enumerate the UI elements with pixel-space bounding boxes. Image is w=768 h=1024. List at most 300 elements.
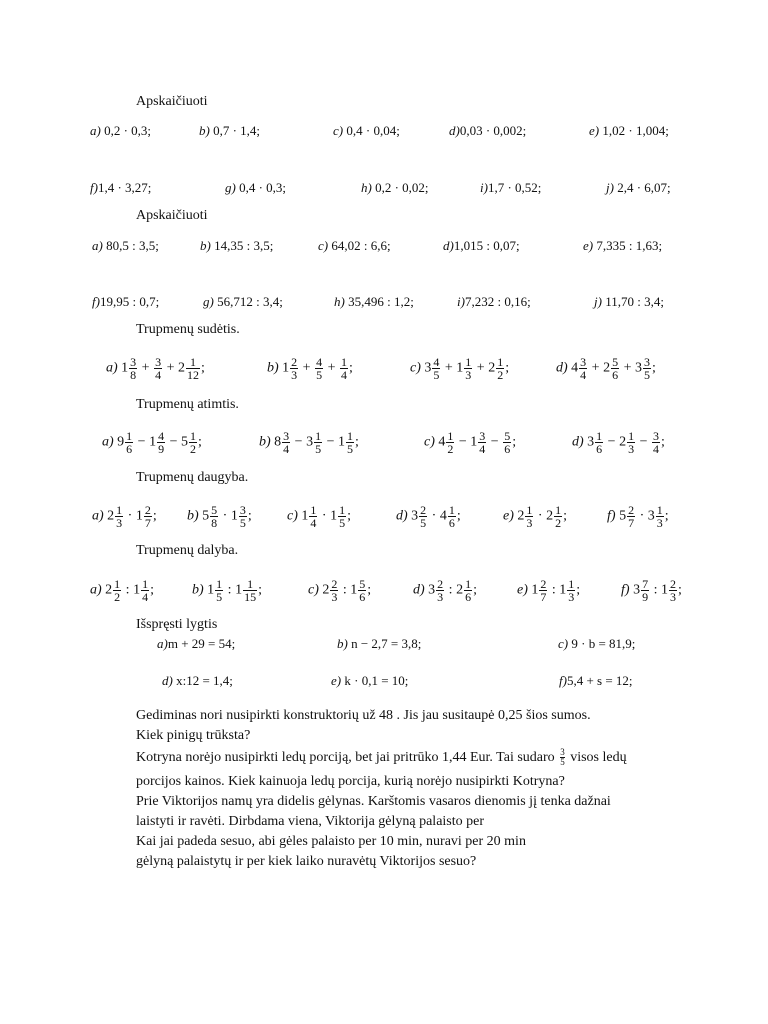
fraction — [330, 578, 338, 603]
fraction-numerator: 3 — [283, 429, 290, 443]
fraction — [239, 504, 247, 529]
mixed-whole: 5 — [619, 508, 627, 524]
mixed-whole: 5 — [180, 434, 188, 450]
item-expression: 0,2 · 0,02; — [371, 180, 429, 195]
fraction — [436, 578, 444, 603]
fraction-numerator: 1 — [339, 503, 346, 517]
fraction-denominator: 6 — [448, 516, 455, 530]
fraction — [346, 430, 354, 455]
mixed-whole: 2 — [546, 508, 554, 524]
terminator: ; — [664, 508, 669, 524]
terminator: ; — [197, 434, 202, 450]
mixed-whole: 2 — [517, 508, 525, 524]
fraction-numerator: 1 — [346, 429, 353, 443]
item-label: c) — [410, 360, 425, 376]
fraction — [358, 578, 366, 603]
mixed-whole: 1 — [559, 582, 567, 598]
fraction — [641, 578, 649, 603]
item-label: c) — [424, 434, 439, 450]
fraction — [656, 504, 664, 529]
terminator: ; — [348, 360, 353, 376]
fraction-numerator: 2 — [144, 503, 151, 517]
fraction — [186, 356, 200, 381]
problem-2-text-b: visos ledų — [570, 750, 627, 765]
item-label: e) — [503, 508, 518, 524]
fraction — [141, 578, 149, 603]
terminator: ; — [456, 508, 461, 524]
fraction-numerator: 1 — [189, 355, 196, 369]
item-expression: 2,4 · 6,07; — [613, 180, 671, 195]
decimal-product-item — [90, 123, 151, 139]
mixed-whole: 1 — [121, 360, 129, 376]
item-label: d) — [572, 434, 588, 450]
item-expression: 7,232 : 0,16; — [464, 294, 531, 309]
problem-3-line-2: laistyti ir ravėti. Dirbdama viena, Viktorija gėlyną palaisto per — [136, 814, 485, 829]
fraction-quotient-item — [308, 578, 371, 603]
item-label: c) — [318, 238, 329, 253]
fraction — [419, 504, 427, 529]
item-label: a) — [106, 360, 122, 376]
fraction-sum-item — [556, 356, 656, 381]
fraction-numerator: 2 — [291, 355, 298, 369]
item-expression: k · 0,1 = 10; — [341, 673, 409, 688]
item-label: b) — [187, 508, 203, 524]
fraction-difference-item — [572, 430, 665, 455]
fraction-numerator: 3 — [130, 355, 137, 369]
item-label: e) — [517, 582, 532, 598]
item-expression: 1,7 · 0,52; — [487, 180, 542, 195]
item-expression: 80,5 : 3,5; — [102, 238, 159, 253]
terminator: ; — [473, 582, 477, 598]
fraction-numerator: 1 — [465, 355, 472, 369]
section-heading-multiply: Apskaičiuoti — [136, 94, 208, 109]
fraction-numerator: 1 — [116, 503, 123, 517]
fraction — [627, 504, 635, 529]
fraction-denominator: 2 — [114, 590, 121, 604]
fraction — [189, 430, 197, 455]
item-label: c) — [308, 582, 323, 598]
item-label: f) — [621, 582, 634, 598]
mixed-whole: 1 — [660, 582, 668, 598]
fraction — [595, 430, 603, 455]
mixed-whole: 3 — [647, 508, 655, 524]
mixed-whole: 1 — [301, 508, 309, 524]
fraction-product-item — [287, 504, 351, 529]
fraction-numerator: 1 — [447, 429, 454, 443]
fraction-difference-item — [102, 430, 202, 455]
fraction — [448, 504, 456, 529]
fraction-numerator: 3 — [479, 429, 486, 443]
item-label: i) — [457, 294, 465, 309]
terminator: ; — [512, 434, 517, 450]
item-expression: 56,712 : 3,4; — [213, 294, 283, 309]
problem-3-line-4: gėlyną palaistytų ir per kiek laiko nuravėtų Viktorijos sesuo? — [136, 854, 477, 869]
fraction-denominator: 2 — [447, 442, 454, 456]
operator: − — [636, 434, 651, 450]
item-label: d) — [443, 238, 454, 253]
fraction-product-item — [607, 504, 669, 529]
fraction — [579, 356, 587, 381]
fraction-numerator: 5 — [504, 429, 511, 443]
problem-3-line-1: Prie Viktorijos namų yra didelis gėlynas. Karštomis vasaros dienomis jį tenka dažnai — [136, 794, 611, 809]
fraction-denominator: 3 — [116, 516, 123, 530]
operator: · — [219, 508, 231, 524]
mixed-whole: 4 — [439, 508, 447, 524]
fraction-denominator: 8 — [211, 516, 218, 530]
terminator: ; — [367, 582, 372, 598]
fraction-numerator: 5 — [211, 503, 218, 517]
item-label: c) — [558, 636, 569, 651]
fraction-denominator: 9 — [642, 590, 649, 604]
decimal-quotient-item — [457, 294, 531, 310]
fraction — [567, 578, 575, 603]
item-expression: 1,015 : 0,07; — [453, 238, 520, 253]
operator: − — [323, 434, 338, 450]
fraction-denominator: 15 — [244, 590, 257, 604]
operator: : — [650, 582, 661, 598]
fraction — [215, 578, 223, 603]
problem-2-text-a: Kotryna norėjo nusipirkti ledų porciją, bet jai pritrūko 1,44 Eur. Tai sudaro — [136, 750, 555, 765]
fraction-denominator: 2 — [555, 516, 562, 530]
operator: : — [548, 582, 560, 598]
fraction-numerator: 1 — [448, 503, 455, 517]
item-expression: 0,4 · 0,3; — [235, 180, 287, 195]
terminator: ; — [576, 582, 581, 598]
fraction-denominator: 6 — [596, 442, 603, 456]
operator: · — [534, 508, 547, 524]
fraction-numerator: 3 — [652, 429, 659, 443]
equation-item — [331, 673, 408, 689]
section-heading-equations: Išspręsti lygtis — [136, 617, 218, 632]
fraction-numerator: 1 — [465, 577, 472, 591]
fraction-numerator: 2 — [669, 577, 676, 591]
fraction — [478, 430, 486, 455]
mixed-whole: 4 — [571, 360, 579, 376]
fraction-denominator: 5 — [420, 516, 427, 530]
mixed-whole: 1 — [207, 582, 215, 598]
terminator: ; — [200, 360, 205, 376]
fraction-numerator: 1 — [315, 429, 322, 443]
fraction — [243, 578, 257, 603]
item-expression: 1,4 · 3,27; — [97, 180, 152, 195]
terminator: ; — [651, 360, 656, 376]
item-label: a) — [102, 434, 118, 450]
mixed-whole: 3 — [428, 582, 436, 598]
item-label: d) — [449, 123, 460, 138]
mixed-whole: 1 — [531, 582, 539, 598]
fraction-numerator: 1 — [114, 577, 121, 591]
fraction — [446, 430, 454, 455]
fraction-denominator: 5 — [315, 442, 322, 456]
fraction-denominator: 3 — [526, 516, 533, 530]
item-label: a) — [90, 123, 101, 138]
fraction-denominator: 3 — [568, 590, 575, 604]
item-expression: 0,7 · 1,4; — [209, 123, 261, 138]
item-label: e) — [583, 238, 594, 253]
operator: + — [138, 360, 154, 376]
item-label: d) — [396, 508, 412, 524]
fraction-denominator: 7 — [540, 590, 547, 604]
item-label: j) — [594, 294, 602, 309]
operator: − — [134, 434, 150, 450]
mixed-whole: 5 — [202, 508, 210, 524]
fraction — [340, 356, 348, 381]
fraction — [554, 504, 562, 529]
fraction-numerator: 5 — [359, 577, 366, 591]
item-expression: 11,70 : 3,4; — [601, 294, 664, 309]
fraction — [338, 504, 346, 529]
equation-item — [337, 636, 421, 652]
fraction-quotient-item — [517, 578, 580, 603]
mixed-whole: 1 — [235, 582, 243, 598]
mixed-whole: 3 — [411, 508, 419, 524]
item-label: f) — [607, 508, 620, 524]
item-expression: 0,03 · 0,002; — [459, 123, 527, 138]
fraction-numerator: 3 — [155, 355, 162, 369]
operator: − — [487, 434, 503, 450]
terminator: ; — [258, 582, 262, 598]
fraction-denominator: 6 — [359, 590, 366, 604]
fraction-quotient-item — [621, 578, 682, 603]
item-expression: 7,335 : 1,63; — [593, 238, 663, 253]
fraction-denominator: 4 — [283, 442, 290, 456]
equation-item — [559, 673, 633, 689]
mixed-whole: 3 — [306, 434, 314, 450]
mixed-whole: 1 — [149, 434, 157, 450]
fraction-denominator: 4 — [580, 368, 587, 382]
mixed-whole: 2 — [107, 508, 115, 524]
item-label: b) — [267, 360, 283, 376]
fraction — [315, 356, 323, 381]
decimal-product-item — [361, 180, 429, 196]
item-label: a) — [90, 582, 106, 598]
operator: · — [636, 508, 648, 524]
item-expression: 64,02 : 6,6; — [328, 238, 391, 253]
decimal-quotient-item — [443, 238, 520, 254]
decimal-quotient-item — [594, 294, 664, 310]
fraction — [611, 356, 619, 381]
decimal-product-item — [225, 180, 286, 196]
fraction — [144, 504, 152, 529]
item-label: c) — [287, 508, 302, 524]
terminator: ; — [247, 508, 252, 524]
terminator: ; — [677, 582, 682, 598]
fraction-denominator: 7 — [144, 516, 151, 530]
terminator: ; — [563, 508, 567, 524]
fraction-numerator: 7 — [642, 577, 649, 591]
equation-item — [558, 636, 635, 652]
item-expression: n − 2,7 = 3,8; — [347, 636, 422, 651]
item-label: h) — [361, 180, 372, 195]
fraction — [643, 356, 651, 381]
fraction-sum-item — [410, 356, 509, 381]
operator: · — [318, 508, 331, 524]
fraction-denominator: 6 — [465, 590, 472, 604]
operator: − — [455, 434, 471, 450]
fraction — [113, 578, 121, 603]
operator: : — [224, 582, 236, 598]
fraction-numerator: 2 — [628, 503, 635, 517]
fraction-denominator: 3 — [291, 368, 298, 382]
mixed-whole: 3 — [633, 582, 641, 598]
fraction-numerator: 1 — [656, 503, 663, 517]
fraction — [627, 430, 635, 455]
mixed-whole: 2 — [105, 582, 113, 598]
fraction-denominator: 5 — [643, 368, 650, 382]
item-label: a) — [92, 508, 108, 524]
fraction — [210, 504, 218, 529]
fraction-numerator: 2 — [420, 503, 427, 517]
mixed-whole: 2 — [456, 582, 464, 598]
fraction — [669, 578, 677, 603]
fraction-denominator: 3 — [656, 516, 663, 530]
fraction-numerator: 4 — [433, 355, 440, 369]
terminator: ; — [150, 582, 154, 598]
fraction — [290, 356, 298, 381]
mixed-whole: 3 — [424, 360, 432, 376]
fraction — [309, 504, 317, 529]
item-expression: 1,02 · 1,004; — [599, 123, 669, 138]
fraction-numerator: 2 — [540, 577, 547, 591]
mixed-whole: 1 — [337, 434, 345, 450]
operator: · — [124, 508, 136, 524]
section-heading-fraction-multiplication: Trupmenų daugyba. — [136, 470, 249, 485]
fraction-denominator: 4 — [310, 516, 317, 530]
item-label: b) — [259, 434, 275, 450]
fraction-denominator: 5 — [433, 368, 440, 382]
item-label: b) — [200, 238, 211, 253]
fraction — [314, 430, 322, 455]
fraction — [125, 430, 133, 455]
fraction — [525, 504, 533, 529]
fraction-denominator: 5 — [316, 368, 323, 382]
item-label: b) — [199, 123, 210, 138]
operator: : — [445, 582, 457, 598]
fraction-numerator: 1 — [247, 577, 254, 591]
fraction-numerator: 1 — [340, 355, 347, 369]
item-label: e) — [331, 673, 342, 688]
mixed-whole: 9 — [117, 434, 125, 450]
mixed-whole: 2 — [488, 360, 496, 376]
fraction — [496, 356, 504, 381]
item-label: d) — [556, 360, 572, 376]
fraction-denominator: 3 — [331, 590, 338, 604]
fraction-denominator: 4 — [652, 442, 659, 456]
section-heading-fraction-division: Trupmenų dalyba. — [136, 543, 239, 558]
decimal-quotient-item — [583, 238, 662, 254]
mixed-whole: 2 — [603, 360, 611, 376]
fraction-denominator: 6 — [126, 442, 133, 456]
operator: − — [291, 434, 307, 450]
section-heading-fraction-subtraction: Trupmenų atimtis. — [136, 397, 239, 412]
fraction — [464, 356, 472, 381]
decimal-product-item — [90, 180, 151, 196]
fraction-numerator: 2 — [331, 577, 338, 591]
fraction — [503, 430, 511, 455]
fraction — [282, 430, 290, 455]
operator: − — [604, 434, 620, 450]
problem-2-fraction — [560, 748, 565, 767]
fraction-denominator: 3 — [465, 368, 472, 382]
fraction-denominator: 3 — [437, 590, 444, 604]
item-label: g) — [225, 180, 236, 195]
fraction-product-item — [396, 504, 461, 529]
item-expression: 0,4 · 0,04; — [343, 123, 400, 138]
mixed-whole: 1 — [470, 434, 478, 450]
fraction-numerator: 1 — [596, 429, 603, 443]
fraction-numerator: 3 — [560, 747, 565, 758]
item-label: d) — [162, 673, 173, 688]
fraction-product-item — [503, 504, 567, 529]
fraction-numerator: 1 — [310, 503, 317, 517]
operator: + — [588, 360, 604, 376]
item-label: a) — [157, 636, 168, 651]
mixed-whole: 1 — [282, 360, 290, 376]
fraction-product-item — [187, 504, 252, 529]
item-expression: 9 · b = 81,9; — [568, 636, 636, 651]
mixed-whole: 3 — [587, 434, 595, 450]
mixed-whole: 1 — [350, 582, 358, 598]
decimal-quotient-item — [92, 294, 159, 310]
item-label: b) — [192, 582, 208, 598]
fraction-numerator: 3 — [643, 355, 650, 369]
fraction-sum-item — [106, 356, 205, 381]
problem-1-line-2: Kiek pinigų trūksta? — [136, 728, 251, 743]
decimal-product-item — [333, 123, 400, 139]
fraction — [652, 430, 660, 455]
item-expression: 19,95 : 0,7; — [99, 294, 160, 309]
item-label: f) — [90, 180, 98, 195]
decimal-product-item — [449, 123, 526, 139]
fraction-numerator: 4 — [158, 429, 165, 443]
fraction — [129, 356, 137, 381]
decimal-quotient-item — [334, 294, 414, 310]
fraction-numerator: 4 — [316, 355, 323, 369]
fraction-denominator: 5 — [346, 442, 353, 456]
item-label: h) — [334, 294, 345, 309]
problem-2-line-2: porcijos kainos. Kiek kainuoja ledų porcija, kurią norėjo nusipirkti Kotryna? — [136, 774, 565, 789]
terminator: ; — [354, 434, 359, 450]
fraction-numerator: 1 — [142, 577, 149, 591]
mixed-whole: 1 — [133, 582, 141, 598]
decimal-quotient-item — [200, 238, 273, 254]
terminator: ; — [347, 508, 351, 524]
decimal-product-item — [480, 180, 541, 196]
operator: − — [166, 434, 181, 450]
item-label: f) — [559, 673, 567, 688]
decimal-product-item — [589, 123, 669, 139]
decimal-product-item — [606, 180, 671, 196]
operator: + — [163, 360, 178, 376]
item-label: i) — [480, 180, 488, 195]
item-label: d) — [413, 582, 429, 598]
decimal-quotient-item — [318, 238, 391, 254]
item-expression: m + 29 = 54; — [167, 636, 236, 651]
fraction-quotient-item — [90, 578, 154, 603]
fraction-denominator: 5 — [239, 516, 246, 530]
decimal-product-item — [199, 123, 260, 139]
operator: + — [299, 360, 315, 376]
fraction-numerator: 1 — [628, 429, 635, 443]
item-expression: 5,4 + s = 12; — [566, 673, 633, 688]
item-label: b) — [337, 636, 348, 651]
item-label: g) — [203, 294, 214, 309]
operator: · — [428, 508, 440, 524]
fraction-denominator: 3 — [628, 442, 635, 456]
mixed-whole: 3 — [634, 360, 642, 376]
fraction-sum-item — [267, 356, 353, 381]
fraction-denominator: 4 — [155, 368, 162, 382]
